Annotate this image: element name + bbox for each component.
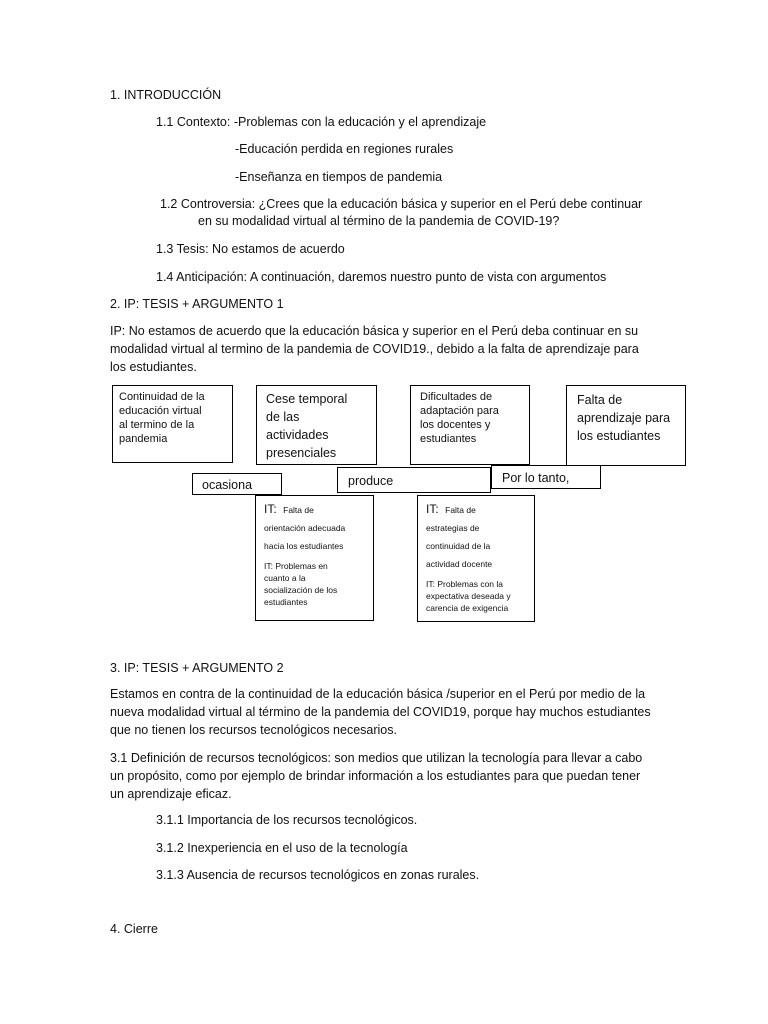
section-3-paragraph: Estamos en contra de la continuidad de la educación básica /superior en el Perú por medio de la nueva modalidad virtual al término de la pandemia del COVID19, porque hay muchos estudiantes que no tienen los recursos tecnológicos necesarios. bbox=[110, 687, 651, 737]
contexto-line-1: 1.1 Contexto: -Problemas con la educación y el aprendizaje bbox=[156, 115, 487, 129]
it-box-1 bbox=[255, 495, 374, 621]
diagram-box-continuidad bbox=[112, 385, 233, 463]
diagram-box-cese bbox=[256, 385, 377, 465]
connector-ocasiona-text: ocasiona bbox=[202, 478, 253, 492]
it-box-1-label: IT: bbox=[264, 502, 277, 516]
section-2-heading: 2. IP: TESIS + ARGUMENTO 1 bbox=[110, 297, 284, 311]
it-box-2-label: IT: bbox=[426, 502, 439, 516]
section-3-item-2: 3.1.2 Inexperiencia en el uso de la tecnología bbox=[156, 841, 408, 855]
diagram-box-dificultades bbox=[410, 385, 530, 465]
it-box-1-text-1: Falta de orientación adecuada hacia los estudiantes bbox=[264, 505, 346, 551]
diagram-box-falta-aprendizaje bbox=[566, 385, 686, 466]
section-3-item-1: 3.1.1 Importancia de los recursos tecnológicos. bbox=[156, 813, 418, 827]
connector-ocasiona bbox=[192, 473, 282, 495]
section-3-definicion: 3.1 Definición de recursos tecnológicos: son medios que utilizan la tecnología para llevar a cabo un propósito, como por ejemplo de brindar información a los estudiantes para que puedan tener un aprendizaje eficaz. bbox=[110, 751, 643, 801]
section-3-item-3: 3.1.3 Ausencia de recursos tecnológicos en zonas rurales. bbox=[156, 868, 480, 882]
diagram-box-cese-text: Cese temporal de las actividades presenciales bbox=[266, 392, 348, 460]
tesis-line: 1.3 Tesis: No estamos de acuerdo bbox=[156, 242, 345, 256]
contexto-line-3: -Enseñanza en tiempos de pandemia bbox=[235, 170, 443, 184]
it-box-2 bbox=[417, 495, 535, 622]
it-box-1-text-2: IT: Problemas en cuanto a la socialización de los estudiantes bbox=[264, 561, 338, 607]
anticipacion-line: 1.4 Anticipación: A continuación, daremos nuestro punto de vista con argumentos bbox=[156, 270, 607, 284]
controversia-line-2: en su modalidad virtual al término de la pandemia de COVID-19? bbox=[198, 214, 560, 228]
diagram-box-dificultades-text: Dificultades de adaptación para los docentes y estudiantes bbox=[420, 391, 499, 445]
it-box-2-text-1: Falta de estrategias de continuidad de la actividad docente bbox=[426, 505, 493, 569]
connector-produce-text: produce bbox=[348, 474, 394, 488]
connector-por-lo-tanto-text: Por lo tanto, bbox=[502, 471, 570, 485]
controversia-line-1: 1.2 Controversia: ¿Crees que la educación básica y superior en el Perú debe continuar bbox=[160, 197, 643, 211]
section-1-heading: 1. INTRODUCCIÓN bbox=[110, 88, 222, 102]
diagram-box-continuidad-text: Continuidad de la educación virtual al termino de la pandemia bbox=[119, 391, 205, 445]
contexto-line-2: -Educación perdida en regiones rurales bbox=[235, 142, 454, 156]
diagram-box-falta-aprendizaje-text: Falta de aprendizaje para los estudiantes bbox=[577, 393, 671, 443]
it-box-2-text-2: IT: Problemas con la expectativa deseada y carencia de exigencia bbox=[426, 579, 511, 613]
section-3-heading: 3. IP: TESIS + ARGUMENTO 2 bbox=[110, 661, 284, 675]
connector-por-lo-tanto bbox=[491, 465, 601, 489]
section-2-paragraph: IP: No estamos de acuerdo que la educación básica y superior en el Perú deba continuar en su modalidad virtual al termino de la pandemia de COVID19., debido a la falta de aprendizaje para los estudiantes. bbox=[110, 324, 639, 374]
section-4-heading: 4. Cierre bbox=[110, 922, 158, 936]
connector-produce bbox=[337, 467, 491, 493]
